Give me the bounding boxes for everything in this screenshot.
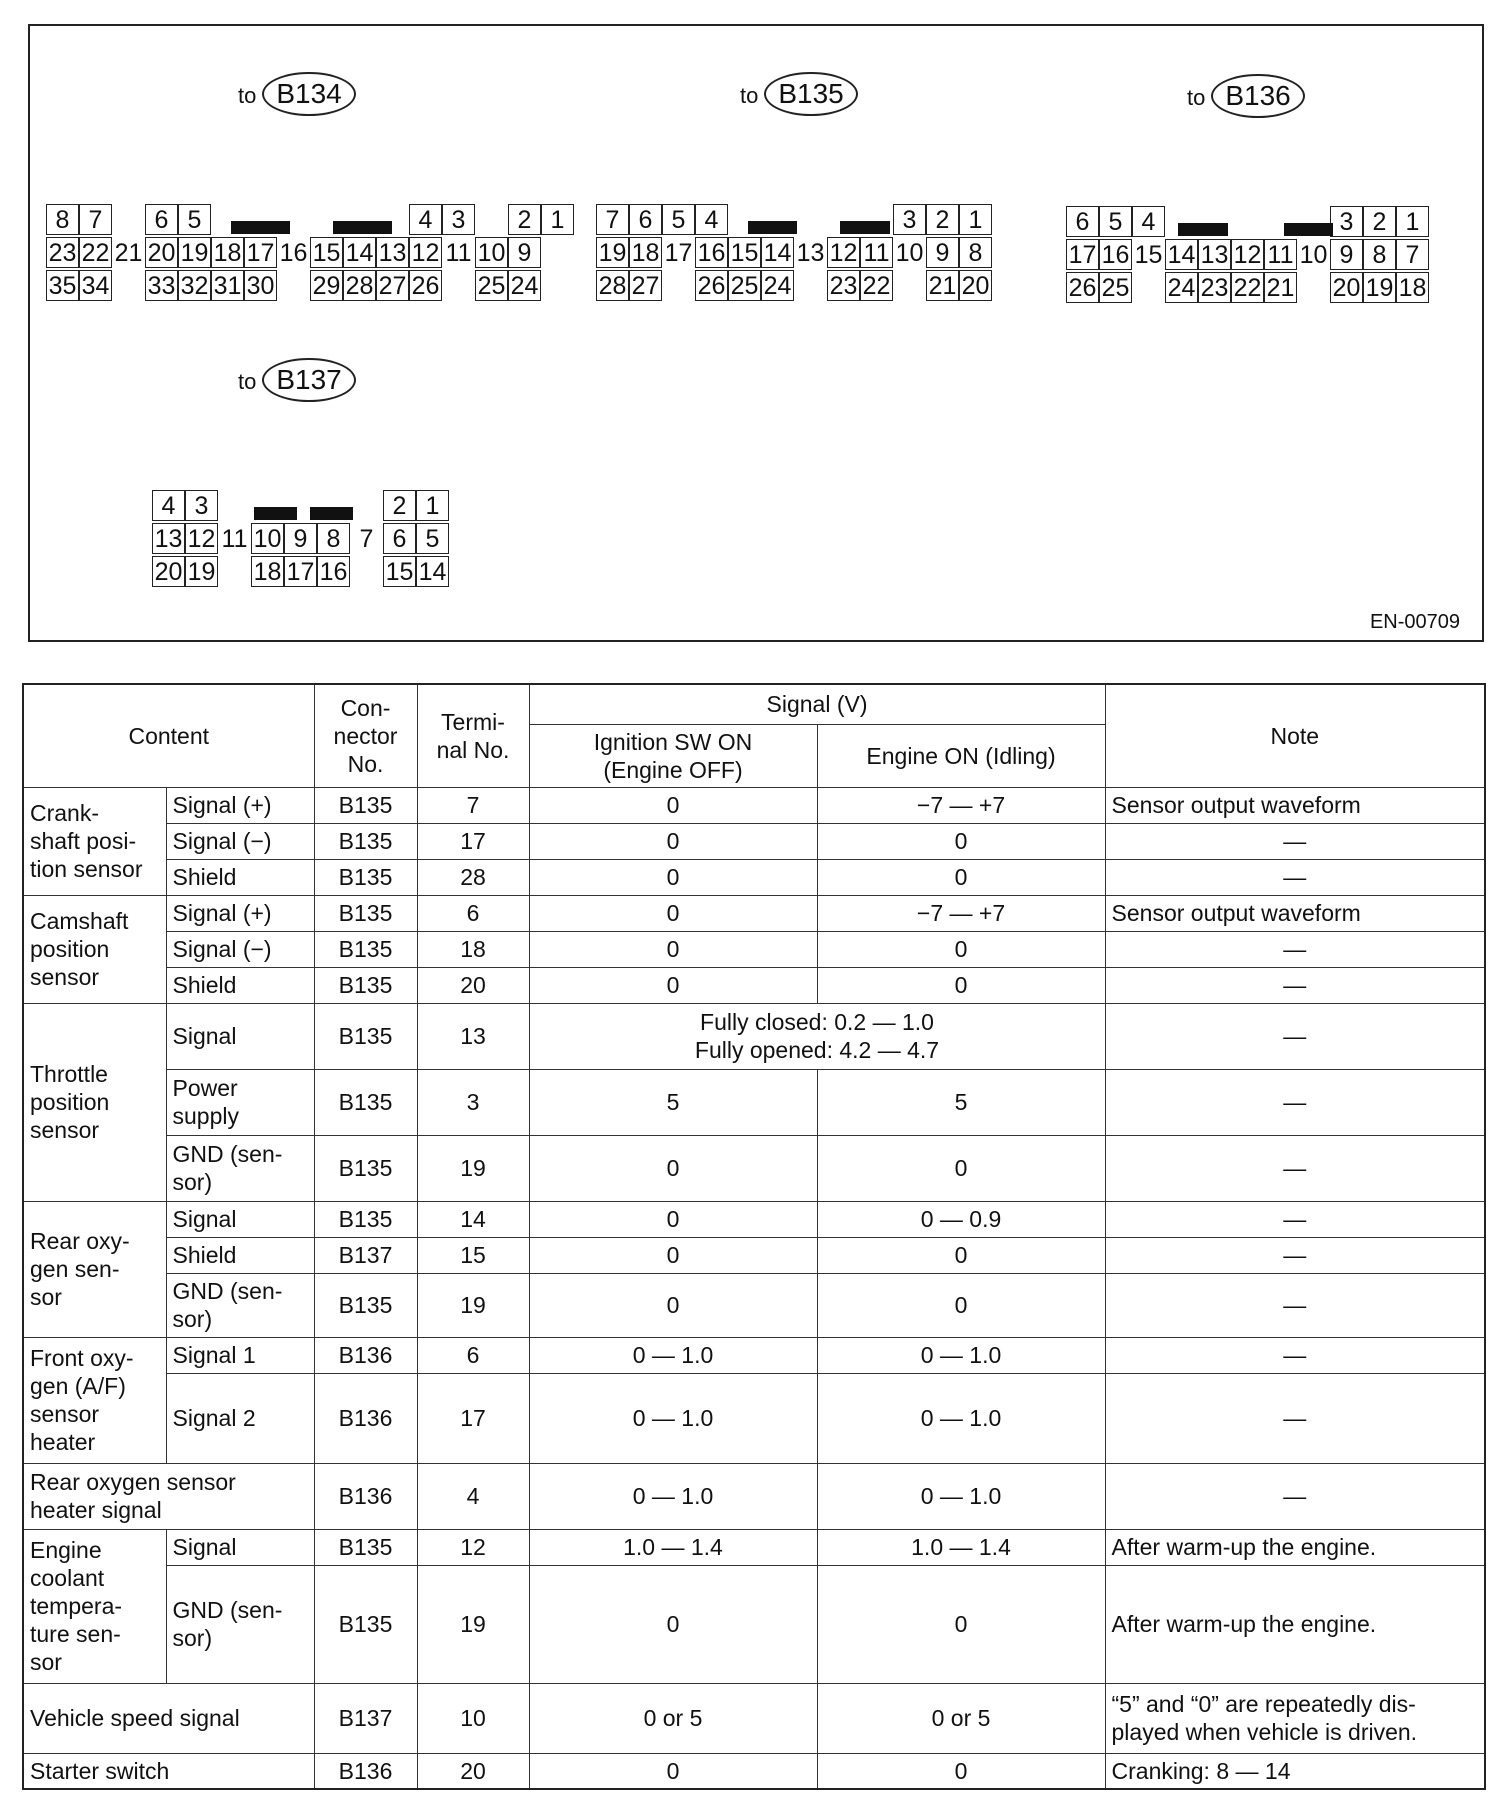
connector-pin: 5: [662, 204, 695, 235]
connector-pin: 1: [1396, 206, 1429, 237]
group-rear-oxygen-sensor: Rear oxy- gen sen- sor: [23, 1201, 166, 1337]
group-vehicle-speed-signal: Vehicle speed signal: [23, 1683, 314, 1753]
connector-pin: 29: [310, 270, 343, 301]
connector-pin: 3: [442, 204, 475, 235]
connector-pin: 1: [416, 490, 449, 521]
connector-header: Con- nector No.: [314, 684, 417, 787]
connector-pin: 13: [376, 237, 409, 268]
connector-pin: 6: [1066, 206, 1099, 237]
connector-id-b135: B135: [764, 72, 857, 116]
connector-pin: 6: [383, 523, 416, 554]
connector-pin: 28: [343, 270, 376, 301]
connector-pin: 7: [1396, 239, 1429, 270]
connector-pin: 12: [1231, 239, 1264, 270]
connector-pin: 12: [409, 237, 442, 268]
connector-pin: 11: [445, 239, 472, 267]
connector-pin: 35: [46, 270, 79, 301]
connector-pin: 4: [409, 204, 442, 235]
connector-pin: 3: [893, 204, 926, 235]
connector-pin: 1: [541, 204, 574, 235]
connector-pin: 8: [46, 204, 79, 235]
connector-pin: 4: [152, 490, 185, 521]
connector-pin: 17: [664, 239, 693, 267]
connector-pin: 30: [244, 270, 277, 301]
connector-key-tab: [1178, 223, 1228, 236]
group-coolant-temp-sensor: Engine coolant tempera- ture sen- sor: [23, 1529, 166, 1683]
connector-label-b134: to B134: [238, 72, 356, 116]
connector-pin: 15: [728, 237, 761, 268]
connector-pin: 10: [1299, 241, 1328, 269]
connector-pin: 11: [860, 237, 893, 268]
connector-pin: 2: [926, 204, 959, 235]
signal-table: [22, 683, 1486, 1790]
connector-pin: 14: [416, 556, 449, 587]
connector-pin: 25: [728, 270, 761, 301]
connector-label-b136: to B136: [1187, 74, 1305, 118]
connector-pin: 27: [629, 270, 662, 301]
connector-pin: 15: [310, 237, 343, 268]
connector-pin: 34: [79, 270, 112, 301]
connector-pin: 8: [959, 237, 992, 268]
connector-pin: 24: [1165, 272, 1198, 303]
connector-pin: 1: [959, 204, 992, 235]
connector-pin: 16: [317, 556, 350, 587]
connector-pin: 31: [211, 270, 244, 301]
note-header: Note: [1105, 684, 1485, 787]
connector-pin: 26: [409, 270, 442, 301]
connector-label-b137: to B137: [238, 358, 356, 402]
connector-pin: 22: [860, 270, 893, 301]
connector-pin: 22: [79, 237, 112, 268]
group-crankshaft-sensor: Crank- shaft posi- tion sensor: [23, 787, 166, 895]
connector-pin: 33: [145, 270, 178, 301]
connector-pin: 5: [178, 204, 211, 235]
connector-id-b134: B134: [262, 72, 355, 116]
connector-pin: 23: [1198, 272, 1231, 303]
figure-id: EN-00709: [1369, 611, 1460, 633]
table-row: GND (sen- sor) B135 19 0 0 —: [23, 1135, 1485, 1201]
connector-pin: 18: [1396, 272, 1429, 303]
connector-pin: 2: [508, 204, 541, 235]
connector-pin: 21: [926, 270, 959, 301]
table-row: Signal 2 B136 17 0 — 1.0 0 — 1.0 —: [23, 1373, 1485, 1463]
table-row: Throttle position sensor Signal B135 13 Fully closed: 0.2 — 1.0 Fully opened: 4.2 — 4.7 —: [23, 1003, 1485, 1069]
connector-pin: 23: [46, 237, 79, 268]
table-row: Signal (−) B135 17 0 0 —: [23, 823, 1485, 859]
connector-pin: 9: [284, 523, 317, 554]
connector-pin: 20: [152, 556, 185, 587]
connector-key-tab: [1284, 223, 1334, 236]
connector-pin: 4: [1132, 206, 1165, 237]
connector-pin: 26: [695, 270, 728, 301]
group-throttle-sensor: Throttle position sensor: [23, 1003, 166, 1201]
table-row: Shield B135 20 0 0 —: [23, 967, 1485, 1003]
connector-pin: 19: [185, 556, 218, 587]
connector-key-tab: [254, 507, 297, 520]
table-row: Front oxy- gen (A/F) sensor heater Signal 1 B136 6 0 — 1.0 0 — 1.0 —: [23, 1337, 1485, 1373]
connector-pin: 5: [1099, 206, 1132, 237]
connector-key-tab: [840, 221, 890, 234]
connector-label-b135: to B135: [740, 72, 858, 116]
connector-pin: 3: [1330, 206, 1363, 237]
connector-pin: 11: [221, 525, 248, 553]
connector-pin: 19: [1363, 272, 1396, 303]
connector-pin: 21: [1264, 272, 1297, 303]
header-row: [23, 684, 1485, 724]
connector-pin: 21: [114, 239, 143, 267]
connector-pin: 23: [827, 270, 860, 301]
connector-pin: 20: [145, 237, 178, 268]
table-row: Vehicle speed signal B137 10 0 or 5 0 or 5 “5” and “0” are repeatedly dis- played when vehicle is driven.: [23, 1683, 1485, 1753]
connector-pin: 14: [1165, 239, 1198, 270]
connector-pin: 22: [1231, 272, 1264, 303]
table-row: Shield B137 15 0 0 —: [23, 1237, 1485, 1273]
signal-header: Signal (V): [529, 684, 1105, 724]
connector-pin: 14: [761, 237, 794, 268]
connector-id-b136: B136: [1211, 74, 1304, 118]
connector-pin: 25: [475, 270, 508, 301]
connector-pin: 28: [596, 270, 629, 301]
connector-diagram: [28, 24, 1484, 642]
table-row: Starter switch B136 20 0 0 Cranking: 8 — 14: [23, 1753, 1485, 1789]
group-rear-oxygen-heater-signal: Rear oxygen sensor heater signal: [23, 1463, 314, 1529]
group-starter-switch: Starter switch: [23, 1753, 314, 1789]
connector-pin: 3: [185, 490, 218, 521]
connector-pin: 18: [211, 237, 244, 268]
connector-pin: 15: [383, 556, 416, 587]
connector-pin: 7: [79, 204, 112, 235]
connector-pin: 17: [1066, 239, 1099, 270]
group-front-oxygen-heater: Front oxy- gen (A/F) sensor heater: [23, 1337, 166, 1463]
connector-pin: 7: [596, 204, 629, 235]
connector-pin: 10: [251, 523, 284, 554]
connector-pin: 24: [508, 270, 541, 301]
connector-pin: 18: [251, 556, 284, 587]
engine-on-header: Engine ON (Idling): [817, 724, 1105, 787]
connector-pin: 19: [596, 237, 629, 268]
table-row: Engine coolant tempera- ture sen- sor Signal B135 12 1.0 — 1.4 1.0 — 1.4 After warm-up the engine.: [23, 1529, 1485, 1565]
connector-pin: 19: [178, 237, 211, 268]
connector-pin: 17: [244, 237, 277, 268]
connector-pin: 9: [1330, 239, 1363, 270]
table-row: Shield B135 28 0 0 —: [23, 859, 1485, 895]
connector-pin: 12: [185, 523, 218, 554]
throttle-signal-range: Fully closed: 0.2 — 1.0 Fully opened: 4.2 — 4.7: [529, 1003, 1105, 1069]
connector-pin: 13: [796, 239, 825, 267]
connector-pin: 6: [145, 204, 178, 235]
connector-pin: 13: [1198, 239, 1231, 270]
connector-key-tab: [231, 221, 290, 234]
connector-pin: 11: [1264, 239, 1297, 270]
connector-id-b137: B137: [262, 358, 355, 402]
table-row: GND (sen- sor) B135 19 0 0 After warm-up the engine.: [23, 1565, 1485, 1683]
connector-pin: 2: [383, 490, 416, 521]
connector-pin: 25: [1099, 272, 1132, 303]
connector-pin: 15: [1134, 241, 1163, 269]
terminal-header: Termi- nal No.: [417, 684, 529, 787]
table-row: Rear oxy- gen sen- sor Signal B135 14 0 0 — 0.9 —: [23, 1201, 1485, 1237]
table-row: GND (sen- sor) B135 19 0 0 —: [23, 1273, 1485, 1337]
table-row: Signal (−) B135 18 0 0 —: [23, 931, 1485, 967]
connector-pin: 4: [695, 204, 728, 235]
connector-pin: 10: [475, 237, 508, 268]
connector-pin: 16: [695, 237, 728, 268]
connector-pin: 6: [629, 204, 662, 235]
connector-pin: 12: [827, 237, 860, 268]
table-row: Rear oxygen sensor heater signal B136 4 0 — 1.0 0 — 1.0 —: [23, 1463, 1485, 1529]
connector-pin: 20: [959, 270, 992, 301]
connector-pin: 32: [178, 270, 211, 301]
connector-pin: 8: [317, 523, 350, 554]
connector-pin: 20: [1330, 272, 1363, 303]
connector-pin: 2: [1363, 206, 1396, 237]
table-row: Crank- shaft posi- tion sensor Signal (+) B135 7 0 −7 — +7 Sensor output waveform: [23, 787, 1485, 823]
connector-pin: 7: [359, 525, 374, 553]
connector-pin: 10: [895, 239, 924, 267]
connector-pin: 24: [761, 270, 794, 301]
content-header: Content: [23, 684, 314, 787]
connector-key-tab: [748, 221, 798, 234]
connector-pin: 14: [343, 237, 376, 268]
connector-pin: 13: [152, 523, 185, 554]
connector-pin: 9: [926, 237, 959, 268]
connector-pin: 16: [1099, 239, 1132, 270]
connector-pin: 16: [279, 239, 308, 267]
connector-pin: 9: [508, 237, 541, 268]
group-camshaft-sensor: Camshaft position sensor: [23, 895, 166, 1003]
connector-pin: 27: [376, 270, 409, 301]
connector-pin: 8: [1363, 239, 1396, 270]
connector-pin: 18: [629, 237, 662, 268]
table-row: Camshaft position sensor Signal (+) B135 6 0 −7 — +7 Sensor output waveform: [23, 895, 1485, 931]
connector-key-tab: [333, 221, 392, 234]
ignition-header: Ignition SW ON (Engine OFF): [529, 724, 817, 787]
connector-pin: 17: [284, 556, 317, 587]
connector-pin: 26: [1066, 272, 1099, 303]
table-row: Power supply B135 3 5 5 —: [23, 1069, 1485, 1135]
connector-pin: 5: [416, 523, 449, 554]
connector-key-tab: [310, 507, 353, 520]
